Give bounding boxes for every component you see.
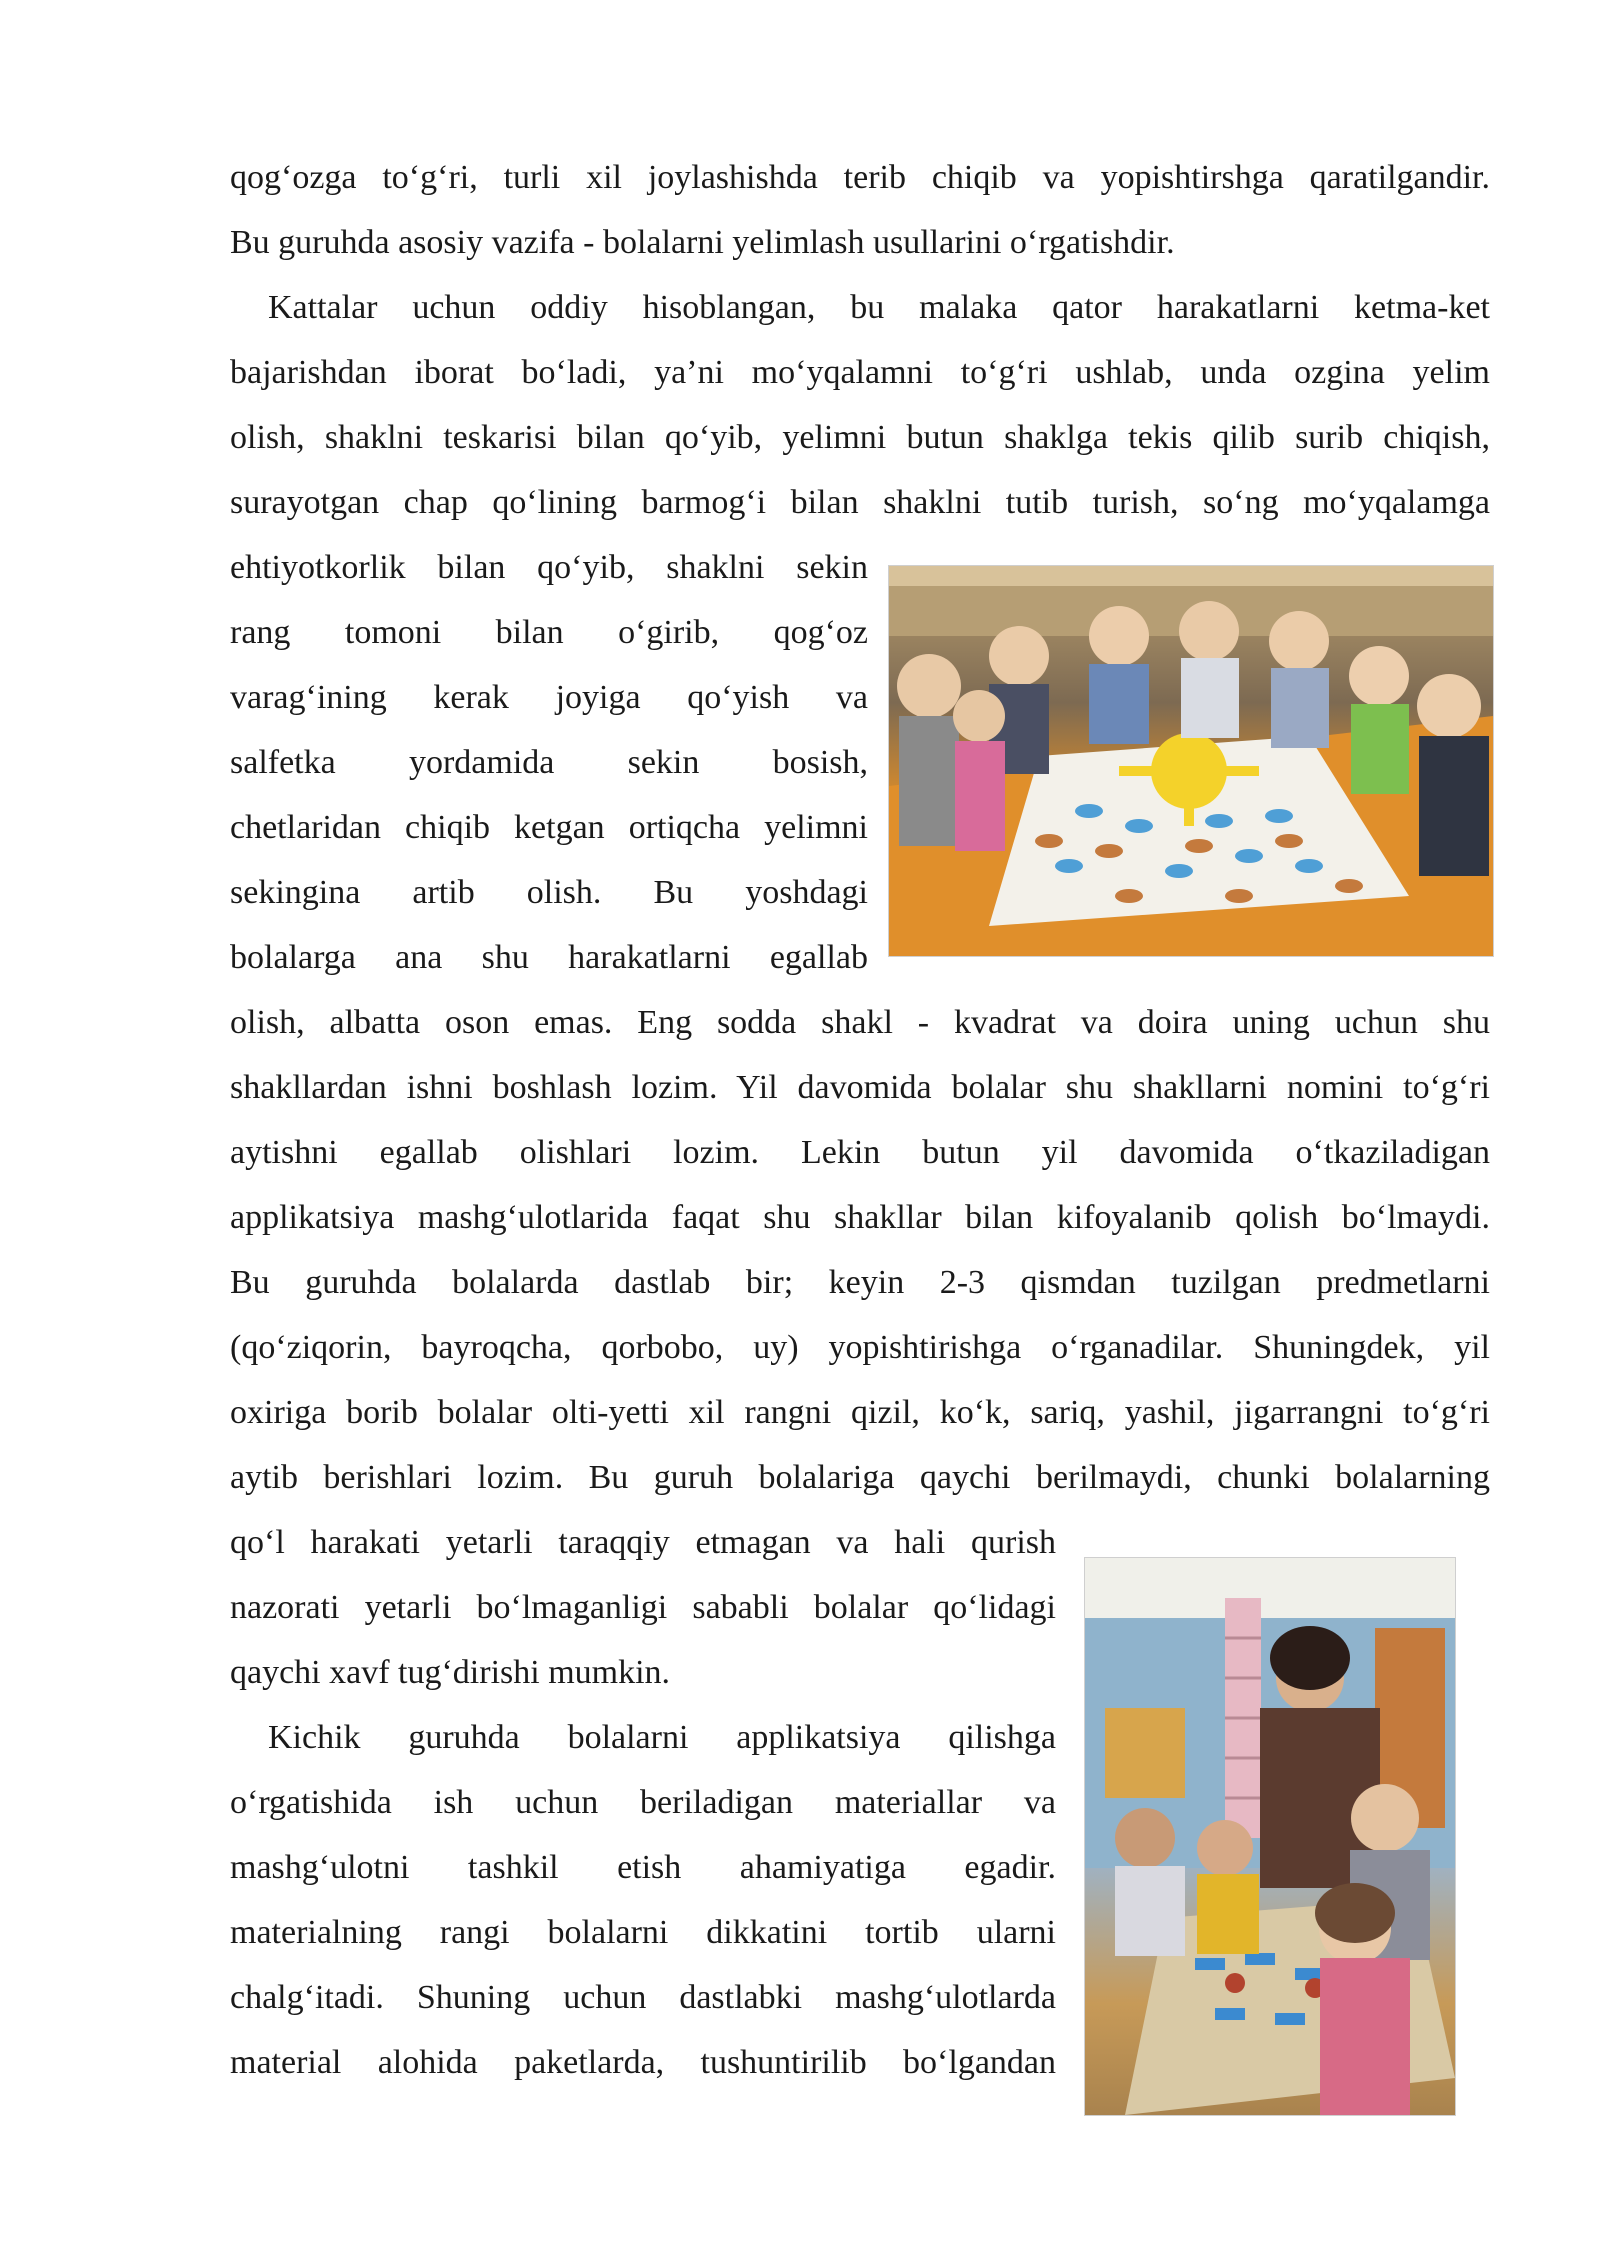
text-line: sekingina artib olish. Bu yoshdagi xyxy=(230,874,868,911)
text-line: o‘rgatishida ish uchun beriladigan materiallar va xyxy=(230,1784,1056,1821)
text-line: materialning rangi bolalarni dikkatini tortib ularni xyxy=(230,1914,1056,1951)
text-line: Bu guruhda bolalarda dastlab bir; keyin 2-3 qismdan tuzilgan predmetlarni xyxy=(230,1264,1490,1301)
children-applique-photo xyxy=(888,565,1494,957)
text-line: olish, shaklni teskarisi bilan qo‘yib, yelimni butun shaklga tekis qilib surib chiqish, xyxy=(230,419,1490,456)
text-line: ehtiyotkorlik bilan qo‘yib, shaklni sekin xyxy=(230,549,868,586)
text-line: shakllardan ishni boshlash lozim. Yil davomida bolalar shu shakllarni nomini to‘g‘ri xyxy=(230,1069,1490,1106)
text-line: Kichik guruhda bolalarni applikatsiya qilishga xyxy=(268,1719,1056,1756)
text-line: bolalarga ana shu harakatlarni egallab xyxy=(230,939,868,976)
text-line: oxiriga borib bolalar olti-yetti xil rangni qizil, ko‘k, sariq, yashil, jigarrangni to‘g‘ri xyxy=(230,1394,1490,1431)
text-line: aytishni egallab olishlari lozim. Lekin butun yil davomida o‘tkaziladigan xyxy=(230,1134,1490,1171)
text-line: qaychi xavf tug‘dirishi mumkin. xyxy=(230,1654,671,1691)
text-line: varag‘ining kerak joyiga qo‘yish va xyxy=(230,679,868,716)
teacher-with-children-photo xyxy=(1084,1557,1456,2116)
text-line: qog‘ozga to‘g‘ri, turli xil joylashishda terib chiqib va yopishtirshga qaratilgandir. xyxy=(230,159,1490,196)
text-line: applikatsiya mashg‘ulotlarida faqat shu shakllar bilan kifoyalanib qolish bo‘lmaydi. xyxy=(230,1199,1490,1236)
text-line: chalg‘itadi. Shuning uchun dastlabki mashg‘ulotlarda xyxy=(230,1979,1056,2016)
text-line: olish, albatta oson emas. Eng sodda shakl - kvadrat va doira uning uchun shu xyxy=(230,1004,1490,1041)
text-line: material alohida paketlarda, tushuntirilib bo‘lgandan xyxy=(230,2044,1056,2081)
text-line: nazorati yetarli bo‘lmaganligi sababli bolalar qo‘lidagi xyxy=(230,1589,1056,1626)
text-line: surayotgan chap qo‘lining barmog‘i bilan shaklni tutib turish, so‘ng mo‘yqalamga xyxy=(230,484,1490,521)
text-line: rang tomoni bilan o‘girib, qog‘oz xyxy=(230,614,868,651)
text-line: mashg‘ulotni tashkil etish ahamiyatiga egadir. xyxy=(230,1849,1056,1886)
text-line: Kattalar uchun oddiy hisoblangan, bu malaka qator harakatlarni ketma-ket xyxy=(268,289,1490,326)
text-line: chetlaridan chiqib ketgan ortiqcha yelimni xyxy=(230,809,868,846)
text-line: aytib berishlari lozim. Bu guruh bolalariga qaychi berilmaydi, chunki bolalarning xyxy=(230,1459,1490,1496)
text-line: salfetka yordamida sekin bosish, xyxy=(230,744,868,781)
text-line: qo‘l harakati yetarli taraqqiy etmagan va hali qurish xyxy=(230,1524,1056,1561)
text-line: (qo‘ziqorin, bayroqcha, qorbobo, uy) yopishtirishga o‘rganadilar. Shuningdek, yil xyxy=(230,1329,1490,1366)
text-line: bajarishdan iborat bo‘ladi, ya’ni mo‘yqalamni to‘g‘ri ushlab, unda ozgina yelim xyxy=(230,354,1490,391)
text-line: Bu guruhda asosiy vazifa - bolalarni yelimlash usullarini o‘rgatishdir. xyxy=(230,224,1175,261)
